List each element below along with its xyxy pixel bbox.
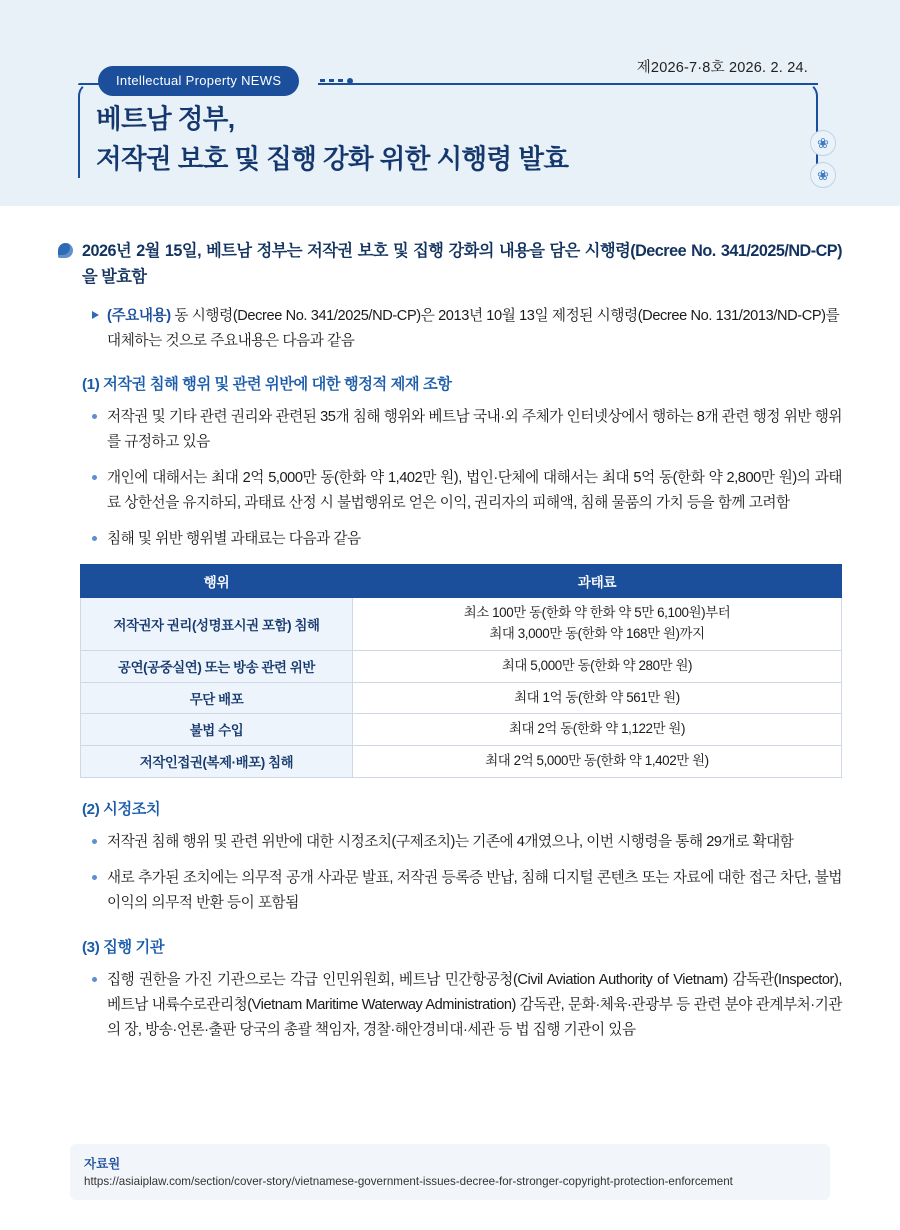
leaf-bullet-icon: [58, 243, 73, 258]
summary-paragraph: [92, 304, 842, 352]
list-item-text: 저작권 및 기타 관련 권리와 관련된 35개 침해 행위와 베트남 국내·외 주체가 인터넷상에서 행하는 8개 관련 행정 위반 행위를 규정하고 있음: [107, 408, 842, 450]
list-item: [92, 968, 842, 1043]
table-column-header-fee: 과태료: [353, 565, 842, 598]
list-item-text: 개인에 대해서는 최대 2억 5,000만 동(한화 약 1,402만 원), 법인·단체에 대해서는 최대 5억 동(한화 약 2,800만 원)의 과태료 상한선을 유지하되, 과태료 산정 시 불법행위로 얻은 이익, 권리자의 피해액, 침해 물품의 가치 등을 함께 고려함: [107, 470, 842, 512]
table-cell-act: 저작인접권(복제·배포) 침해: [81, 746, 353, 778]
list-item: [92, 527, 842, 552]
section-1-heading: (1) 저작권 침해 행위 및 관련 위반에 대한 행정적 제재 조항: [82, 375, 452, 393]
flower-icon: ❀: [810, 130, 836, 156]
table-cell-act: 저작권자 권리(성명표시권 포함) 침해: [81, 598, 353, 651]
section-3-heading: (3) 집행 기관: [82, 939, 165, 957]
lead-text: 2026년 2월 15일, 베트남 정부는 저작권 보호 및 집행 강화의 내용을 담은 시행령(Decree No. 341/2025/ND-CP)을 발효함: [82, 242, 842, 287]
table-cell-act: 공연(공중실연) 또는 방송 관련 위반: [81, 650, 353, 682]
table-row: [81, 682, 842, 714]
list-item-text: 저작권 침해 행위 및 관련 위반에 대한 시정조치(구제조치)는 기존에 4개였으나, 이번 시행령을 통해 29개로 확대함: [107, 833, 794, 850]
list-item-text: 집행 권한을 가진 기관으로는 각급 인민위원회, 베트남 민간항공청(Civil Aviation Authority of Vietnam) 감독관(Inspector), 베트남 내륙수로관리청(Vietnam Maritime Waterway Administration) 감독관, 문화·체육·관광부 등 관련 분야 관계부처·기관의 장, 방송·언론·출판 당국의 총괄 책임자, 경찰·해안경비대·세관 등 법 집행 기관이 있음: [107, 972, 842, 1039]
flower-icon: ❀: [810, 162, 836, 188]
source-box: [70, 1144, 830, 1200]
page-header: [0, 0, 900, 208]
table-row: [81, 746, 842, 778]
dot-bullet-icon: [92, 875, 97, 880]
list-item: [92, 466, 842, 516]
issue-number: 제2026-7·8호 2026. 2. 24.: [636, 60, 808, 76]
table-row: [81, 714, 842, 746]
lead-paragraph: [58, 238, 842, 290]
table-cell-fee: 최대 1억 동(한화 약 561만 원): [353, 682, 842, 714]
page-title-line2: 저작권 보호 및 집행 강화 위한 시행령 발효: [96, 143, 569, 174]
list-item-text: 침해 및 위반 행위별 과태료는 다음과 같음: [107, 531, 361, 548]
table-column-header-act: 행위: [81, 565, 353, 598]
news-badge: Intellectual Property NEWS: [98, 66, 299, 96]
page-title-line1: 베트남 정부,: [96, 104, 235, 134]
table-cell-act: 불법 수입: [81, 714, 353, 746]
table-row: [81, 650, 842, 682]
dot-bullet-icon: [92, 977, 97, 982]
table-cell-fee: 최대 5,000만 동(한화 약 280만 원): [353, 650, 842, 682]
table-row: [81, 598, 842, 651]
main-content: [0, 208, 900, 1044]
list-item-text: 새로 추가된 조치에는 의무적 공개 사과문 발표, 저작권 등록증 반납, 침해 디지털 콘텐츠 또는 자료에 대한 접근 차단, 불법 이익의 의무적 반환 등이 포함됨: [107, 870, 842, 912]
source-url[interactable]: https://asiaiplaw.com/section/cover-story/vietnamese-government-issues-decree-for-stronger-copyright-protection-enforcement: [84, 1175, 733, 1188]
table-cell-fee: 최소 100만 동(한화 약 한화 약 5만 6,100원)부터 최대 3,000만 동(한화 약 168만 원)까지: [353, 598, 842, 651]
dot-bullet-icon: [92, 475, 97, 480]
triangle-bullet-icon: [92, 311, 99, 319]
list-item: [92, 830, 842, 855]
table-header-row: [81, 565, 842, 598]
section-2-heading: (2) 시정조치: [82, 800, 161, 818]
dot-bullet-icon: [92, 839, 97, 844]
list-item: [92, 866, 842, 916]
source-label: 자료원: [84, 1157, 121, 1171]
summary-label: (주요내용): [107, 308, 171, 325]
dot-bullet-icon: [92, 536, 97, 541]
dotted-line-decoration: [320, 79, 366, 82]
summary-body: 동 시행령(Decree No. 341/2025/ND-CP)은 2013년 10월 13일 제정된 시행령(Decree No. 131/2013/ND-CP)를 대체하는 것으로 주요내용은 다음과 같음: [107, 308, 840, 349]
table-cell-act: 무단 배포: [81, 682, 353, 714]
dot-bullet-icon: [92, 414, 97, 419]
summary-text: [107, 304, 842, 352]
table-cell-fee: 최대 2억 5,000만 동(한화 약 1,402만 원): [353, 746, 842, 778]
penalty-table: [80, 564, 842, 778]
list-item: [92, 405, 842, 455]
table-cell-fee: 최대 2억 동(한화 약 1,122만 원): [353, 714, 842, 746]
page-title: [96, 100, 568, 180]
